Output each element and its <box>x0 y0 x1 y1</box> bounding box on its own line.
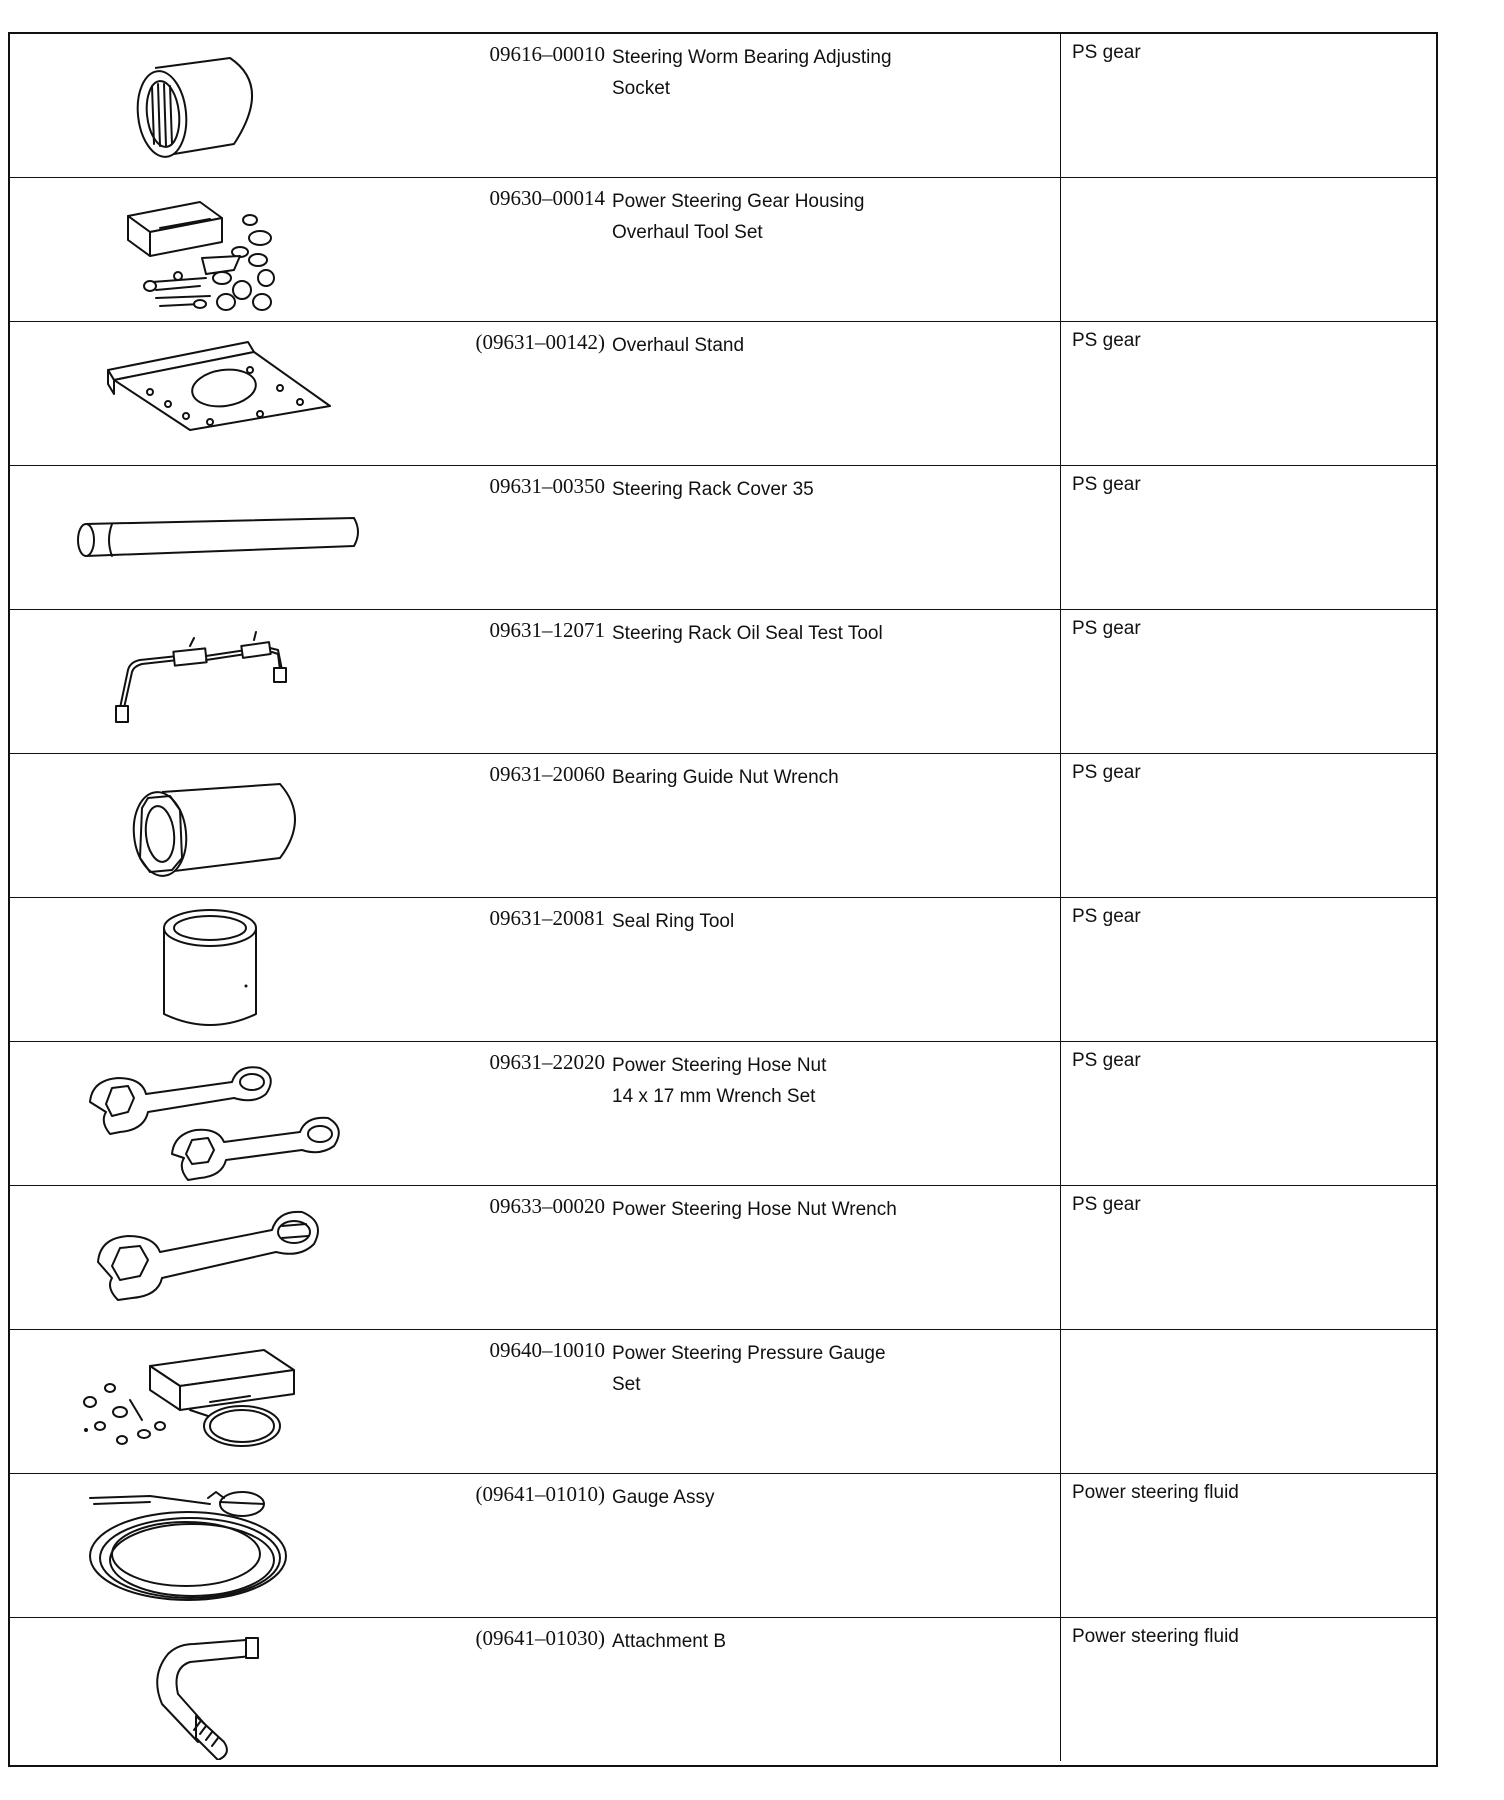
part-number: (09631–00142) <box>475 330 605 354</box>
special-service-tools-table <box>8 32 1438 1767</box>
usage-note: Power steering fluid <box>1072 1626 1239 1647</box>
tool-name: Gauge Assy <box>612 1487 715 1508</box>
tool-name: Power Steering Hose Nut Wrench <box>612 1199 897 1220</box>
tool-name: Attachment B <box>612 1631 727 1652</box>
usage-note: PS gear <box>1072 42 1141 63</box>
oil-seal-test-tool-icon <box>10 610 420 753</box>
usage-note: PS gear <box>1072 618 1141 639</box>
table-row <box>10 178 1436 322</box>
table-row <box>10 466 1436 610</box>
usage-note: PS gear <box>1072 474 1141 495</box>
guide-nut-wrench-icon <box>10 754 420 897</box>
part-number: 09631–22020 <box>489 1050 605 1074</box>
table-row <box>10 1618 1436 1761</box>
usage-note: PS gear <box>1072 1050 1141 1071</box>
hose-nut-wrench-icon <box>10 1186 420 1329</box>
part-number: 09640–10010 <box>489 1338 605 1362</box>
tool-name: Steering Rack Cover 35 <box>612 479 814 500</box>
usage-note: PS gear <box>1072 762 1141 783</box>
worm-bearing-socket-icon <box>10 34 420 177</box>
tool-name: Power Steering Pressure Gauge Set <box>612 1343 886 1395</box>
hose-nut-wrench-set-icon <box>10 1042 420 1185</box>
overhaul-stand-icon <box>10 322 420 465</box>
tool-name: Overhaul Stand <box>612 335 745 356</box>
table-row <box>10 1330 1436 1474</box>
part-number: 09633–00020 <box>489 1194 605 1218</box>
pressure-gauge-set-icon <box>10 1330 420 1473</box>
part-number: 09631–00350 <box>489 474 605 498</box>
tool-name: Power Steering Hose Nut 14 x 17 mm Wrench Set <box>612 1055 827 1107</box>
attachment-b-icon <box>10 1618 420 1761</box>
tool-name: Power Steering Gear Housing Overhaul Tool Set <box>612 191 865 243</box>
table-row <box>10 1042 1436 1186</box>
table-row <box>10 1474 1436 1618</box>
part-number: 09630–00014 <box>489 186 605 210</box>
part-number: 09616–00010 <box>489 42 605 66</box>
tool-name: Seal Ring Tool <box>612 911 735 932</box>
table-row <box>10 1186 1436 1330</box>
usage-note: PS gear <box>1072 1194 1141 1215</box>
table-row <box>10 610 1436 754</box>
usage-note: PS gear <box>1072 330 1141 351</box>
rack-cover-icon <box>10 466 420 609</box>
part-number: 09631–20081 <box>489 906 605 930</box>
seal-ring-tool-icon <box>10 898 420 1041</box>
part-number: 09631–12071 <box>489 618 605 642</box>
part-number: 09631–20060 <box>489 762 605 786</box>
part-number: (09641–01030) <box>475 1626 605 1650</box>
usage-note: PS gear <box>1072 906 1141 927</box>
usage-note: Power steering fluid <box>1072 1482 1239 1503</box>
table-row <box>10 34 1436 178</box>
tool-name: Steering Worm Bearing Adjusting Socket <box>612 47 892 99</box>
tool-name: Steering Rack Oil Seal Test Tool <box>612 623 883 644</box>
table-row <box>10 754 1436 898</box>
table-row <box>10 898 1436 1042</box>
gauge-assy-icon <box>10 1474 420 1617</box>
table-row <box>10 322 1436 466</box>
housing-overhaul-tool-set-icon <box>10 178 420 321</box>
part-number: (09641–01010) <box>475 1482 605 1506</box>
tool-name: Bearing Guide Nut Wrench <box>612 767 839 788</box>
